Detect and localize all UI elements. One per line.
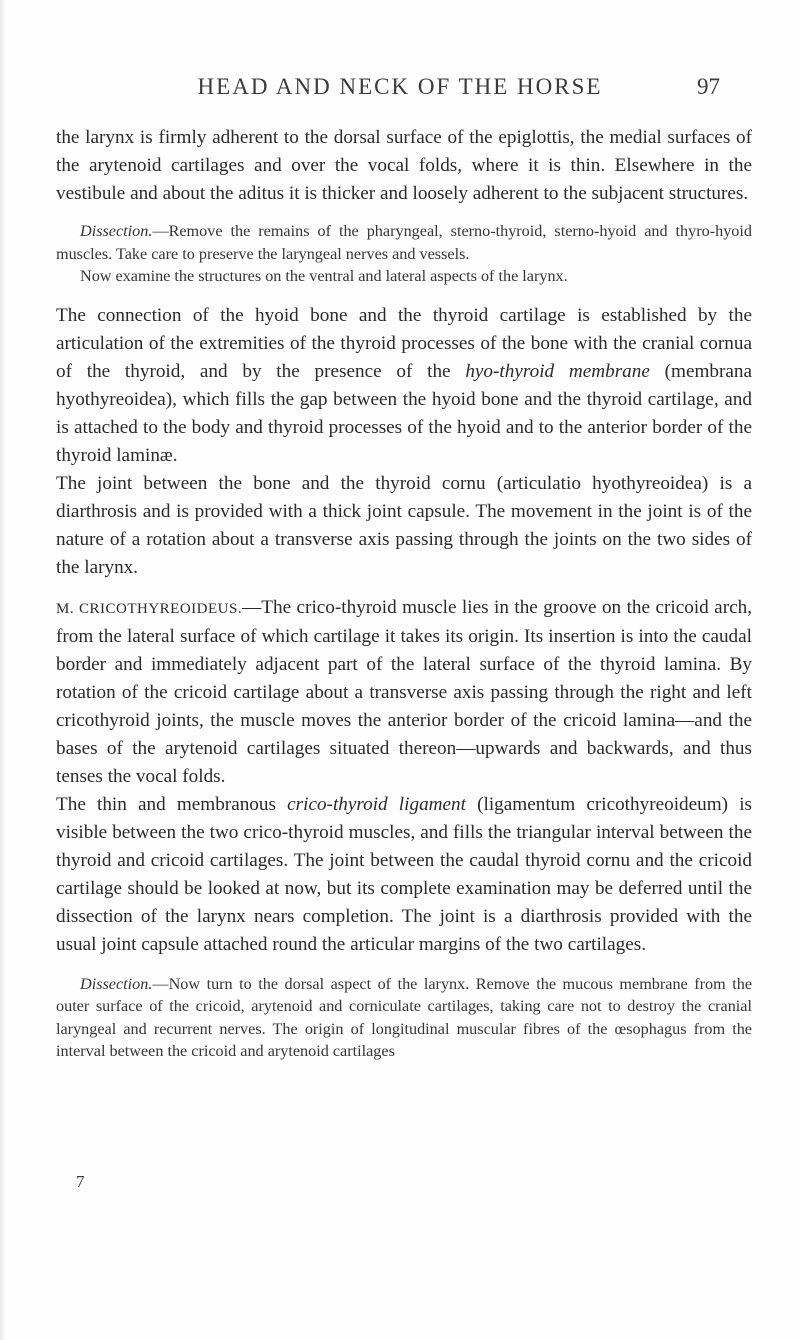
dissection-label: Dissection. [80,222,153,240]
text-block [56,124,752,1063]
dissection-note-2 [56,973,752,1063]
paragraph-text: (membrana hyothyreoidea), which fills the gap between the hyoid bone and the thyroid cartilage, and is attached to the body and thyroid processes of the hyoid and to the anterior border of the thyroid laminæ. [56,360,752,466]
paragraph-larynx-mucosa: the larynx is firmly adherent to the dorsal surface of the epiglottis, the medial surfaces of the arytenoid cartilages and over the vocal folds, where it is thin. Elsewhere in the vestibule and about the aditus it is thicker and loosely adherent to the subjacent structures. [56,127,752,204]
paragraph-hyo-thyroid [56,302,752,470]
paragraph-cricothyreoideus [56,594,752,791]
term-hyo-thyroid-membrane: hyo-thyroid membrane [465,360,650,382]
paragraph-joint-hyothyreoidea: The joint between the bone and the thyroid cornu (articulatio hyothyreoidea) is a diarthrosis and is provided with a thick joint capsule. The movement in the joint is of the nature of a rotation about a transverse axis passing through the joints on the two sides of the larynx. [56,472,752,578]
dissection-text: —Remove the remains of the pharyngeal, sterno-thyroid, sterno-hyoid and thyro-hyoid muscles. Take care to preserve the laryngeal nerves and vessels. [56,222,752,263]
paragraph-text: The connection of the hyoid bone and the thyroid cartilage is established by the articulation of the extremities of the thyroid processes of the bone with the cranial cornua of the thyroid, and by the presence of the [56,304,752,382]
dissection-note-1b: Now examine the structures on the ventral and lateral aspects of the larynx. [80,267,568,285]
dissection-text: —Now turn to the dorsal aspect of the larynx. Remove the mucous membrane from the outer surface of the cricoid, arytenoid and corniculate cartilages, taking care not to destroy the cranial laryngeal and recurrent nerves. The origin of longitudinal muscular fibres of the œsophagus from the interval between the cricoid and arytenoid cartilages [56,974,752,1060]
paragraph-text: —The crico-thyroid muscle lies in the groove on the cricoid arch, from the lateral surface of which cartilage it takes its origin. Its insertion is into the caudal border and immediately adjacent part of the lateral surface of the thyroid lamina. By rotation of the cricoid cartilage about a transverse axis passing through the right and left cricothyroid joints, the muscle moves the anterior border of the cricoid lamina—and the bases of the arytenoid cartilages situated thereon—upwards and backwards, and thus tenses the vocal folds. [56,596,752,787]
dissection-note-1 [56,220,752,265]
paragraph-text: The thin and membranous [56,793,288,815]
page-edge-shadow [0,0,6,1340]
dissection-label: Dissection. [80,974,153,993]
term-crico-thyroid-ligament: crico-thyroid ligament [287,793,466,815]
printer-signature-mark: 7 [76,1172,85,1191]
paragraph-crico-thyroid-ligament [56,791,752,959]
running-title: HEAD AND NECK OF THE HORSE [197,74,603,99]
running-head [0,74,800,110]
muscle-heading: M. CRICOTHYREOIDEUS. [56,600,243,617]
page-number: 97 [697,74,720,99]
paragraph-text: (ligamentum cricothyreoideum) is visible between the two crico-thyroid muscles, and fills the triangular interval between the thyroid and cricoid cartilages. The joint between the caudal thyroid cornu and the cricoid cartilage should be looked at now, but its complete examination may be deferred until the dissection of the larynx nears completion. The joint is a diarthrosis provided with the usual joint capsule attached round the articular margins of the two cartilages. [56,793,752,955]
